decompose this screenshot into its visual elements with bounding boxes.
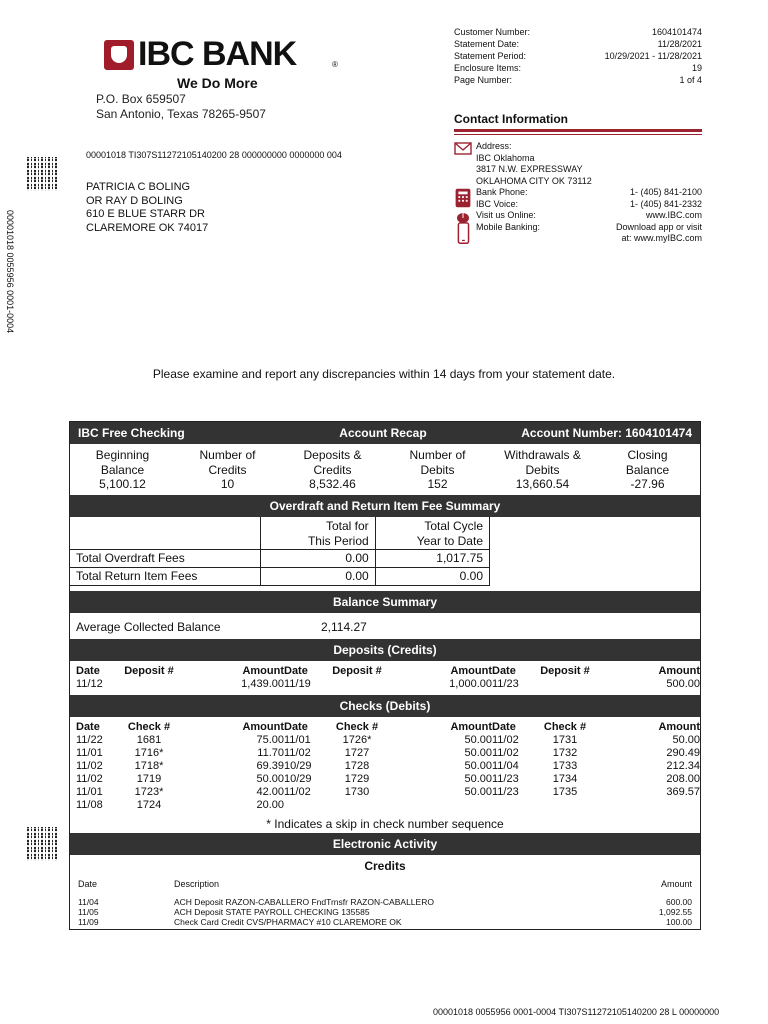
recap-cell <box>280 448 385 492</box>
contact-address-line: 3817 N.W. EXPRESSWAY <box>476 164 583 174</box>
table-cell: 1732 <box>552 746 578 759</box>
table-cell: 11/23 <box>492 677 519 690</box>
recap-label: Number of <box>409 448 466 462</box>
ea-desc: ACH Deposit STATE PAYROLL CHECKING 135585 <box>174 906 370 917</box>
table-cell: 50.00 <box>464 759 492 772</box>
contact-divider <box>454 129 702 132</box>
table-cell: 290.49 <box>666 746 700 759</box>
contact-title: Contact Information <box>454 112 568 126</box>
table-cell: 11/02 <box>76 772 103 785</box>
skip-note: * Indicates a skip in check number sequence <box>266 816 504 831</box>
ea-row <box>70 897 700 907</box>
ibc-voice-label: IBC Voice: <box>476 198 519 209</box>
table-cell <box>536 799 594 812</box>
table-cell: 1729 <box>344 772 370 785</box>
table-cell: 69.39 <box>256 759 284 772</box>
table-header: Amount <box>450 720 492 733</box>
recap-cell <box>595 448 700 492</box>
table-cell: 1724 <box>136 798 162 811</box>
table-cell: 1726* <box>342 733 372 746</box>
mobile-phone-icon <box>454 222 472 246</box>
fee-period-value: 0.00 <box>261 549 375 567</box>
recap-value: -27.96 <box>630 477 665 491</box>
registered-mark: ® <box>332 60 338 69</box>
meta-value: 19 <box>691 63 702 73</box>
table-header: Amount <box>450 664 492 677</box>
scan-line: 00001018 TI307S11272105140200 28 000000000 0000000 004 <box>86 150 342 160</box>
mobile-value: Download app or visit <box>615 221 702 232</box>
customer-line: 610 E BLUE STARR DR <box>86 208 206 220</box>
fee-row <box>70 567 490 585</box>
online-value[interactable]: www.IBC.com <box>645 210 702 220</box>
barcode-icon <box>27 157 59 191</box>
recap-label: Beginning <box>95 448 150 462</box>
ea-desc-header: Description <box>174 878 220 889</box>
table-cell: 11/12 <box>76 677 103 690</box>
contact-address-line: OKLAHOMA CITY OK 73112 <box>476 175 592 186</box>
checks-table <box>70 717 700 816</box>
table-cell: 50.00 <box>464 785 492 798</box>
recap-title: Account Recap <box>339 426 427 440</box>
ea-desc: ACH Deposit RAZON-CABALLERO FndTrnsfr RAZON-CABALLERO <box>174 896 434 907</box>
contact-ibc-voice-row <box>454 199 702 211</box>
recap-label: Debits <box>420 462 455 477</box>
recap-cell <box>70 448 175 492</box>
recap-cell <box>490 448 595 492</box>
recap-label: Credits <box>313 462 352 477</box>
meta-value: 11/28/2021 <box>657 39 702 49</box>
meta-label: Statement Period: <box>454 51 527 61</box>
table-cell <box>536 678 594 691</box>
table-header: Date <box>76 720 100 733</box>
fee-summary-header: Overdraft and Return Item Fee Summary <box>70 495 700 517</box>
table-header: Check # <box>335 720 379 733</box>
table-cell: 500.00 <box>666 677 700 690</box>
discrepancy-notice: Please examine and report any discrepancies within 14 days from your statement date. <box>152 367 616 381</box>
envelope-icon <box>454 141 472 155</box>
ea-date: 11/05 <box>78 906 99 917</box>
account-recap <box>70 444 700 495</box>
ea-date: 11/04 <box>78 896 99 907</box>
table-header: Date <box>76 664 100 677</box>
table-header: Date <box>492 664 516 677</box>
table-cell: 1718* <box>134 759 164 772</box>
avg-balance-value: 2,114.27 <box>321 619 367 634</box>
ea-desc: Check Card Credit CVS/PHARMACY #10 CLAREMORE OK <box>174 916 402 927</box>
table-cell: 369.57 <box>666 785 700 798</box>
fee-label: Total Return Item Fees <box>70 567 261 585</box>
table-header: Date <box>284 664 308 677</box>
ea-row <box>70 917 700 927</box>
table-cell: 208.00 <box>666 772 700 785</box>
meta-row <box>454 50 702 62</box>
fee-summary <box>70 517 700 586</box>
ea-amount: 100.00 <box>666 916 692 927</box>
table-cell <box>386 799 492 812</box>
customer-address <box>86 181 208 235</box>
recap-label: Closing <box>627 448 668 462</box>
fee-head-text: This Period <box>307 533 369 548</box>
table-cell: 1727 <box>344 746 370 759</box>
ibc-emblem-icon <box>104 40 134 70</box>
table-cell: 11/01 <box>76 746 103 759</box>
table-cell: 50.00 <box>464 746 492 759</box>
fee-head-text: Year to Date <box>416 533 483 548</box>
fee-head-text: Total for <box>325 518 369 533</box>
table-cell: 11/01 <box>76 785 103 798</box>
recap-cell <box>385 448 490 492</box>
table-cell: 11/22 <box>76 733 103 746</box>
table-header: Date <box>492 720 516 733</box>
fee-head-text: Total Cycle <box>424 518 483 533</box>
avg-balance-label: Average Collected Balance <box>76 619 221 634</box>
electronic-activity-header: Electronic Activity <box>70 833 700 855</box>
table-cell <box>492 799 536 812</box>
fee-head-period <box>261 517 375 550</box>
ea-amount: 600.00 <box>666 896 692 907</box>
table-cell: 1716* <box>134 746 164 759</box>
fee-table <box>70 517 490 586</box>
table-cell <box>284 799 328 812</box>
contact-online-row <box>454 210 702 222</box>
mobile-label: Mobile Banking: <box>476 221 541 232</box>
table-cell: 1733 <box>552 759 578 772</box>
ea-row <box>70 907 700 917</box>
barcode-icon <box>27 827 59 861</box>
table-cell: 11/02 <box>492 733 519 746</box>
table-cell <box>328 799 386 812</box>
fee-period-value: 0.00 <box>261 567 375 585</box>
table-cell: 10/29 <box>284 772 312 785</box>
table-cell: 50.00 <box>464 733 492 746</box>
table-cell: 11/02 <box>284 746 311 759</box>
customer-line: PATRICIA C BOLING <box>86 181 191 193</box>
bank-phone-value: 1- (405) 841-2100 <box>629 187 702 197</box>
table-cell: 11/04 <box>492 759 519 772</box>
bank-address-line: San Antonio, Texas 78265-9507 <box>96 107 266 121</box>
table-header: Amount <box>242 720 284 733</box>
ea-header-row <box>70 875 700 897</box>
table-cell: 1728 <box>344 759 370 772</box>
bank-address <box>96 92 266 122</box>
recap-header <box>70 422 700 444</box>
meta-row <box>454 74 702 86</box>
meta-label: Page Number: <box>454 75 513 85</box>
recap-value: 13,660.54 <box>515 477 570 491</box>
table-cell: 11/02 <box>284 785 311 798</box>
contact-info <box>454 141 702 245</box>
contact-address-row <box>454 141 702 153</box>
fee-head-ytd <box>375 517 489 550</box>
meta-label: Enclosure Items: <box>454 63 522 73</box>
recap-value: 8,532.46 <box>309 477 356 491</box>
account-number: Account Number: 1604101474 <box>521 426 692 440</box>
table-cell: 20.00 <box>256 798 284 811</box>
table-cell: 50.00 <box>256 772 284 785</box>
table-cell: 11/01 <box>284 733 311 746</box>
table-cell: 1731 <box>552 733 578 746</box>
table-cell <box>594 799 700 812</box>
meta-value: 10/29/2021 - 11/28/2021 <box>604 51 702 61</box>
table-header: Deposit # <box>540 664 590 677</box>
table-cell: 11/23 <box>492 772 519 785</box>
table-cell <box>120 678 178 691</box>
recap-label: Credits <box>208 462 247 477</box>
recap-label: Debits <box>525 462 560 477</box>
balance-summary-header: Balance Summary <box>70 591 700 613</box>
table-cell: 11/02 <box>492 746 519 759</box>
table-cell: 11.70 <box>257 746 284 759</box>
online-label: Visit us Online: <box>476 210 536 220</box>
recap-label: Deposits & <box>303 448 362 462</box>
recap-label: Balance <box>100 462 145 477</box>
table-cell: 1,439.00 <box>241 677 284 690</box>
recap-label: Number of <box>199 448 256 462</box>
table-header: Check # <box>127 720 171 733</box>
deposits-table <box>70 661 700 695</box>
bank-phone-label: Bank Phone: <box>476 187 528 197</box>
deposits-header: Deposits (Credits) <box>70 639 700 661</box>
ibc-voice-value: 1- (405) 841-2332 <box>629 198 702 209</box>
table-cell: 1681 <box>136 733 162 746</box>
side-code: 00001018 0055956 0001-0004 <box>5 210 15 334</box>
meta-value: 1 of 4 <box>679 75 702 85</box>
account-type: IBC Free Checking <box>78 426 185 440</box>
recap-value: 152 <box>427 477 448 491</box>
statement-box <box>69 421 701 930</box>
table-cell: 11/02 <box>76 759 103 772</box>
ea-amount: 1,092.55 <box>658 906 692 917</box>
meta-row <box>454 62 702 74</box>
table-cell: 1719 <box>136 772 162 785</box>
table-cell: 212.34 <box>666 759 700 772</box>
table-cell: 75.00 <box>256 733 284 746</box>
table-header: Deposit # <box>124 664 174 677</box>
bank-name: IBC BANK <box>138 35 297 73</box>
fee-label: Total Overdraft Fees <box>70 549 261 567</box>
statement-meta <box>454 26 702 86</box>
mobile-value-line2: at: www.myIBC.com <box>621 233 702 243</box>
table-cell: 10/29 <box>284 759 312 772</box>
recap-label: Withdrawals & <box>504 448 581 462</box>
meta-value: 1604101474 <box>651 27 702 37</box>
table-cell: 1723* <box>134 785 164 798</box>
meta-label: Customer Number: <box>454 27 531 37</box>
bank-address-line: P.O. Box 659507 <box>96 92 186 106</box>
table-header: Check # <box>543 720 587 733</box>
table-header: Amount <box>242 664 284 677</box>
customer-line: CLAREMORE OK 74017 <box>86 221 209 234</box>
checks-header: Checks (Debits) <box>70 695 700 717</box>
table-cell: 11/23 <box>492 785 519 798</box>
customer-line: OR RAY D BOLING <box>86 194 183 207</box>
contact-mobile-row <box>454 222 702 234</box>
contact-bank-phone-row <box>454 187 702 199</box>
meta-row <box>454 26 702 38</box>
meta-row <box>454 38 702 50</box>
ea-date: 11/09 <box>78 916 99 927</box>
contact-divider-thin <box>454 134 702 135</box>
table-cell: 11/19 <box>284 677 311 690</box>
ea-rows <box>70 897 700 929</box>
contact-address-line: IBC Oklahoma <box>476 152 535 163</box>
ea-date-header: Date <box>78 878 98 889</box>
ea-credits-title: Credits <box>364 858 406 873</box>
table-cell: 1735 <box>552 785 578 798</box>
meta-label: Statement Date: <box>454 39 520 49</box>
recap-cell <box>175 448 280 492</box>
fee-ytd-value: 0.00 <box>375 567 489 585</box>
ea-amount-header: Amount <box>660 878 692 889</box>
table-cell: 1730 <box>344 785 370 798</box>
table-cell <box>328 678 386 691</box>
table-cell: 42.00 <box>256 785 284 798</box>
table-cell: 50.00 <box>464 772 492 785</box>
table-cell: 11/08 <box>76 798 103 811</box>
recap-value: 5,100.12 <box>99 477 146 491</box>
table-header: Date <box>284 720 308 733</box>
table-cell: 1,000.00 <box>449 677 492 690</box>
fee-ytd-value: 1,017.75 <box>375 549 489 567</box>
fee-row <box>70 549 490 567</box>
recap-label: Balance <box>625 462 670 477</box>
table-header: Amount <box>658 664 700 677</box>
fee-head-blank <box>70 517 261 550</box>
recap-value: 10 <box>220 477 235 491</box>
contact-address-label: Address: <box>476 141 512 151</box>
table-header: Deposit # <box>332 664 382 677</box>
table-cell: 50.00 <box>672 733 700 746</box>
table-cell: 1734 <box>552 772 578 785</box>
balance-summary <box>70 613 700 639</box>
table-header: Amount <box>658 720 700 733</box>
footer-code: 00001018 0055956 0001-0004 TI307S11272105140200 28 L 00000000 <box>433 1007 720 1017</box>
bank-tagline: We Do More <box>177 75 258 91</box>
